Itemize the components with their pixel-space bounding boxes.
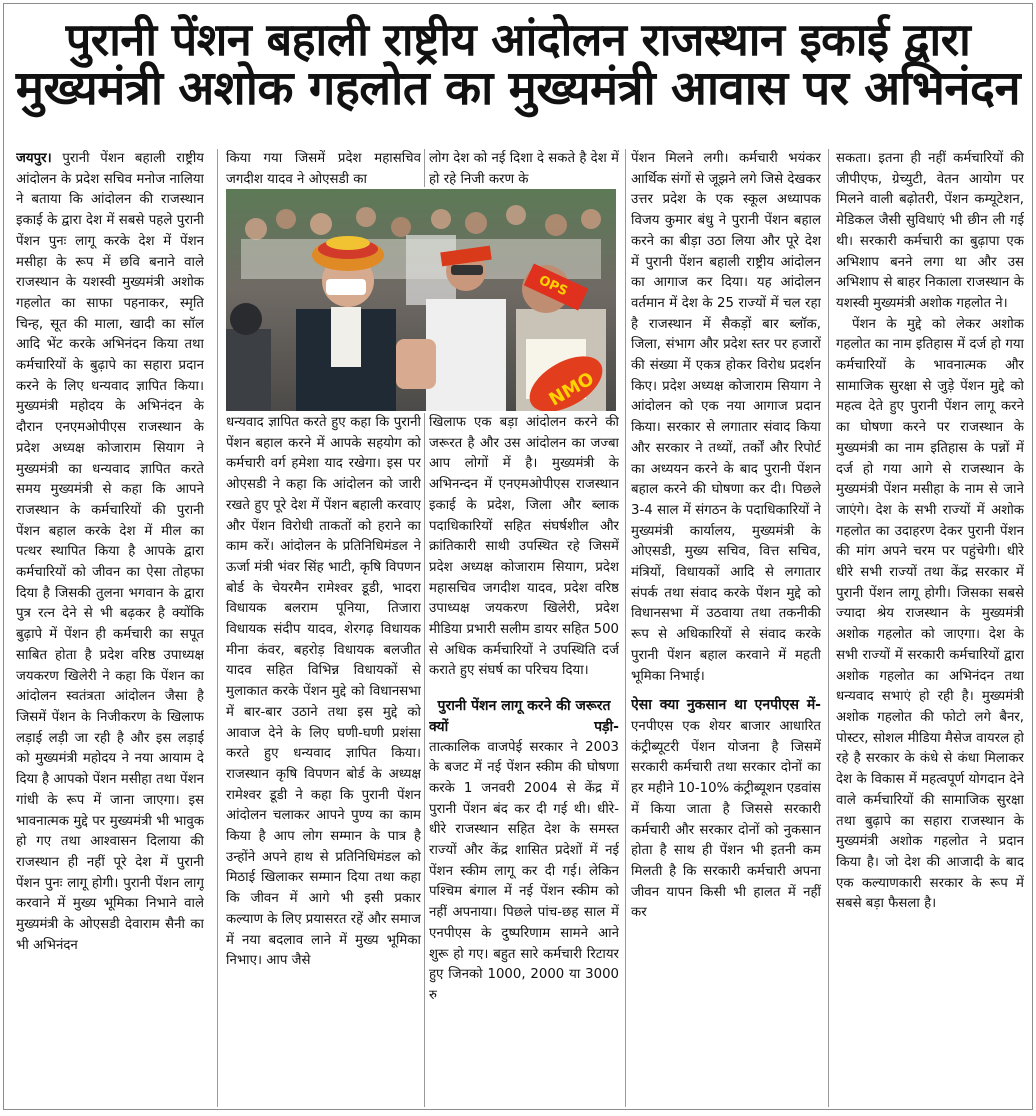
article-column-4 xyxy=(631,149,821,1109)
article-text: पुरानी पेंशन बहाली राष्ट्रीय आंदोलन के प्रदेश सचिव मनोज नालिया ने बताया कि आंदोलन की राजस्थान इकाई के द्वारा देश में सबसे पहले पुरानी पेंशन पुनः लागू करके देश में पेंशन मसीहा के रूप में छवि बनाने वाले राजस्थान के यशस्वी मुख्यमंत्री अशोक गहलोत का साफा पहनाकर, स्मृति चिन्ह, सूत की माला, खादी का सॉल आदि भेंट करके अभिनंदन किया तथा कर्मचारियों के बुढ़ापे का सहारा प्रदान करने के लिए धन्यवाद ज्ञापित किया। मुख्यमंत्री महोदय के अभिनंदन के दौरान एनएमओपीएस राजस्थान के प्रदेश अध्यक्ष कोजाराम सियाग ने मुख्यमंत्री का धन्यवाद ज्ञापित करते समय मुख्यमंत्री से कहा कि आपने राजस्थान के कर्मचारियों की पुरानी पेंशन बहाल करके देश में मील का पत्थर स्थापित किया है आपके द्वारा कर्मचारियों को जीवन का ऐसा तोहफा दिया है जिसकी तुलना भगवान के द्वारा पुत्र रत्न देने से भी बढ़कर है क्योंकि बुढ़ापे में पेंशन ही कर्मचारी का सपूत साबित होता है प्रदेश वरिष्ठ उपाध्यक्ष जयकरण खिलेरी ने कहा कि पेंशन का आंदोलन स्वतंत्रता आंदोलन जैसा है जिसमें पेंशन के निजीकरण के खिलाफ लड़ाई लड़ी जा रही है और इस लड़ाई को मुख्यमंत्री महोदय ने नया आयाम दे दिया है आपको पेंशन मसीहा तथा पेंशन गांधी के रूप में जाना जाएगा। इस भावनात्मक मुद्दे पर मुख्यमंत्री भी भावुक हो गए तथा आश्वासन दिलाया की राजस्थान ही नहीं पूरे देश में पुरानी पेंशन पुनः लागू होगी। पुरानी पेंशन लागू करवाने में मुख्य भूमिका निभाने वाले मुख्यमंत्री के ओएसडी देवाराम सैनी का भी अभिनंदन xyxy=(16,151,204,953)
article-text: पेंशन के मुद्दे को लेकर अशोक गहलोत का नाम इतिहास में दर्ज हो गया कर्मचारियों के भावनात्मक और सामाजिक सुरक्षा से जुड़े पेंशन मुद्दे को महत्व देते हुए पुरानी पेंशन लागू करने का घोषणा करने पर राजस्थान के मुख्यमंत्री का नाम इतिहास के पन्नों में दर्ज हो गया आगे से राजस्थान के मुख्यमंत्री पेंशन मसीहा के नाम से जाने जाएंगे। देश के सभी राज्यों में अशोक गहलोत का उदाहरण देकर पुरानी पेंशन की मांग अपने चरम पर पहुंचेगी। धीरे धीरे सभी राज्यों तथा केंद्र सरकार में पुरानी पेंशन लागू होगी। जिसका सबसे ज्यादा श्रेय राजस्थान के मुख्यमंत्री अशोक गहलोत को जाएगा। देश के सभी राज्यों में सरकारी कर्मचारियों द्वारा अशोक गहलोत का अभिनंदन तथा धन्यवाद सभाएं हो रही है। मुख्यमंत्री अशोक गहलोत की फोटो लगे बैनर, पोस्टर, सोशल मीडिया मैसेज वायरल हो रहे है सरकार के कंधे से कंधा मिलाकर देश के विकास में महत्वपूर्ण योगदान देने वाले कर्मचारियों की सामाजिक सुरक्षा तथा बुढ़ापे का सहारा राजस्थान के मुख्यमंत्री अशोक गहलोत ने प्रदान किया है। जो देश की आजादी के बाद एक कल्याणकारी सरकार के रूप में सबसे बड़ा फैसला है। xyxy=(836,316,1024,912)
article-paragraph xyxy=(16,149,204,956)
headline-line-2: मुख्यमंत्री अशोक गहलोत का मुख्यमंत्री आवास पर अभिनंदन xyxy=(15,60,1021,116)
article-text: खिलाफ एक बड़ा आंदोलन करने की जरूरत है और उस आंदोलन का जज्बा आप लोगों में है। मुख्यमंत्री के अभिनन्दन में एनएमओपीएस राजस्थान इकाई के प्रदेश, जिला और ब्लाक पदाधिकारियों सहित संघर्षशील और क्रांतिकारी साथी उपस्थित रहे जिसमें प्रदेश अध्यक्ष कोजाराम सियाग, प्रदेश महासचिव जगदीश यादव, प्रदेश वरिष्ठ उपाध्यक्ष जयकरण खिलेरी, प्रदेश मीडिया प्रभारी सलीम डायर सहित 500 से अधिक कर्मचारियों ने उपस्थिति दर्ज कराते हुए संघर्ष का परिचय दिया। xyxy=(429,415,619,679)
article-column-2-bottom xyxy=(226,413,421,1109)
subheading: पुरानी पेंशन लागू करने की जरूरत क्यों पड़ी- xyxy=(429,698,619,735)
column-rule xyxy=(424,149,425,187)
article-column-3-bottom xyxy=(429,413,619,1109)
article-column-1 xyxy=(16,149,204,1109)
cap-text: NMO xyxy=(545,368,598,411)
news-photo xyxy=(226,189,616,411)
article-text: धन्यवाद ज्ञापित करते हुए कहा कि पुरानी पेंशन बहाल करने में आपके सहयोग को कर्मचारी वर्ग हमेशा याद रखेगा। इस पर ओएसडी ने कहा कि आंदोलन को जारी रखते हुए पूरे देश में पेंशन बहाली करवाए और पेंशन विरोधी ताकतों को हराने का काम करें। आंदोलन के प्रतिनिधिमंडल ने ऊर्जा मंत्री भंवर सिंह भाटी, कृषि विपणन बोर्ड के चेयरमैन रामेश्वर डूडी, भादरा विधायक बलराम पूनिया, तिजारा विधायक संदीप यादव, शेरगढ़ विधायक मीना कंवर, बहरोड़ विधायक बलजीत यादव सहित विभिन्न विधायकों से मुलाकात करके पेंशन मुद्दे को विधानसभा में बार-बार उठाने तथा इस मुद्दे को आवाज देने के लिए घणी-घणी प्रशंसा करते हुए धन्यवाद ज्ञापित किया। राजस्थान कृषि विपणन बोर्ड के अध्यक्ष रामेश्वर डूडी ने कहा कि पुरानी पेंशन आंदोलन चलाकर आपने पुण्य का काम किया है आप लोग सम्मान के पात्र है उन्होंने अपने हाथ से प्रतिनिधिमंडल को मिठाई खिलाकर सम्मान दिया तथा कहा कि जीवन में आगे भी इसी प्रकार कल्याण के लिए प्रयासरत रहें और समाज में नया बदलाव लाने में मुख्य भूमिका निभाए। आप जैसे xyxy=(226,415,421,969)
article-text: सकता। इतना ही नहीं कर्मचारियों की जीपीएफ, ग्रेच्युटी, वेतन आयोग पर मिलने वाली बढ़ोतरी, पेंशन कम्यूटेशन, मेडिकल जैसी सुविधाएं भी छीन ली गई थी। सरकारी कर्मचारी का बुढ़ापा एक अभिशाप बनने लगा था और उस अभिशाप से बाहर निकाला राजस्थान के यशस्वी मुख्यमंत्री अशोक गहलोत ने। xyxy=(836,151,1024,311)
headline xyxy=(4,4,1032,128)
article-text: पेंशन मिलने लगी। कर्मचारी भयंकर आर्थिक संगों से जूझने लगे जिसे देखकर उत्तर प्रदेश के एक स्कूल अध्यापक विजय कुमार बंधु ने पुरानी पेंशन बहाल करने का बीड़ा उठा लिया और पूरे देश में पुरानी पेंशन बहाली राष्ट्रीय आंदोलन का आगाज कर दिया। यह आंदोलन वर्तमान में देश के 25 राज्यों में चल रहा है राजस्थान में सैकड़ों बार ब्लॉक, जिला, संभाग और प्रदेश स्तर पर हजारों की संख्या में एकत्र होकर विरोध प्रदर्शन किए। प्रदेश अध्यक्ष कोजाराम सियाग ने आंदोलन को एक नया आगाज प्रदान किया। सरकार से लगातार संवाद किया और सरकार ने तथ्यों, तर्कों और रिपोर्ट का अध्ययन करने के बाद पुरानी पेंशन बहाल करने की घोषणा कर दी। पिछले 3-4 साल में संगठन के पदाधिकारियों ने मुख्यमंत्री कार्यालय, मुख्यमंत्री के ओएसडी, मुख्य सचिव, वित्त सचिव, मंत्रियों, विधायकों आदि से लगातार संपर्क तथा संवाद करके पेंशन मुद्दे को विधानसभा में उठवाया तथा तकनीकी रूप से अधिकारियों से संवाद करके पुरानी पेंशन बहाल करवाने में महती भूमिका निभाई। xyxy=(631,151,821,684)
article-column-3-top xyxy=(429,149,619,187)
column-rule xyxy=(828,149,829,1107)
subheading: ऐसा क्या नुकसान था एनपीएस में- xyxy=(631,697,821,714)
column-rule xyxy=(625,149,626,1107)
photo-foreground xyxy=(226,329,271,411)
column-rule xyxy=(217,149,218,1107)
article-paragraph xyxy=(631,695,821,924)
newspaper-page xyxy=(3,3,1033,1110)
article-text: किया गया जिसमें प्रदेश महासचिव जगदीश यादव ने ओएसडी का xyxy=(226,151,421,187)
article-text: तात्कालिक वाजपेई सरकार ने 2003 के बजट में नई पेंशन स्कीम की घोषणा करके 1 जनवरी 2004 से केंद्र में पुरानी पेंशन बंद कर दी गई थी। धीरे-धीरे राजस्थान सहित देश के समस्त राज्यों और केंद्र शासित प्रदेशों में नई पेंशन स्कीम लागू कर दी गई। लेकिन पश्चिम बंगाल में नई पेंशन स्कीम को नहीं अपनाया। पिछले पांच-छह साल में एनपीएस के दुष्परिणाम सामने आने शुरू हो गए। बहुत सारे कर्मचारी रिटायर हुए जिनको 1000, 2000 या 3000 रु xyxy=(429,739,619,1003)
column-rule xyxy=(424,413,425,1107)
sash-text: OPS xyxy=(536,273,570,300)
article-text: लोग देश को नई दिशा दे सकते है देश में हो रहे निजी करण के xyxy=(429,151,619,187)
article-column-2-top xyxy=(226,149,421,187)
dateline: जयपुर। xyxy=(16,151,52,166)
article-text: एनपीएस एक शेयर बाजार आधारित कंट्रीब्यूटरी पेंशन योजना है जिसमें सरकारी कर्मचारी तथा सरकार दोनों का हर महीने 10-10% कंट्रीब्यूशन एडवांस में किया जाता है जिससे सरकारी कर्मचारी और सरकार दोनों को नुकसान होता है साथ ही पेंशन भी इतनी कम मिलती है कि सरकारी कर्मचारी अपना जीवन यापन किसी भी हालत में नहीं कर xyxy=(631,718,821,921)
photo-illustration xyxy=(226,189,616,411)
article-column-5 xyxy=(836,149,1024,1109)
headline-line-1: पुरानी पेंशन बहाली राष्ट्रीय आंदोलन राजस्थान इकाई द्वारा xyxy=(65,13,971,66)
photo-foreground xyxy=(230,303,262,335)
